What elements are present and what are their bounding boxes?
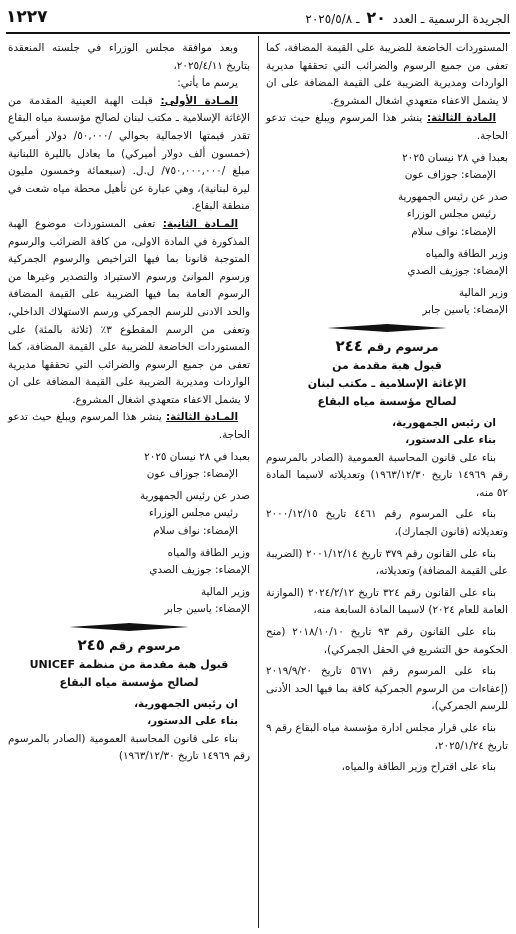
president-line: ان رئيس الجمهورية،	[392, 416, 496, 429]
decree-separator	[8, 623, 250, 631]
article-1	[8, 93, 250, 216]
signature: الإمضاء: ياسين جابر	[164, 603, 250, 616]
recital: بناء على قرار مجلس ادارة مؤسسة مياه البقاع رقم ٩ تاريخ ٢٠٢٥/١/٢٤،	[266, 722, 508, 752]
recital: بناء على اقتراح وزير الطاقة والمياه،	[341, 761, 496, 774]
issue-number: ٢٠	[366, 7, 386, 27]
article-text: ينشر هذا المرسوم ويبلغ حيث تدعو الحاجة.	[266, 112, 508, 142]
page-header	[6, 2, 510, 34]
article-label: المادة الثالثة:	[427, 112, 497, 125]
decree-number-heading	[8, 637, 250, 656]
decree-title-line: الإغاثة الإسلامية ـ مكتب لبنان	[307, 376, 467, 390]
minister-title: رئيس مجلس الوزراء	[406, 208, 496, 221]
issued-by: صدر عن رئيس الجمهورية	[397, 190, 508, 203]
constitution-line: بناء على الدستور،	[147, 715, 238, 728]
decree-title-line: قبول هبة مقدمة من منظمة UNICEF	[29, 657, 229, 671]
decree-number: ٢٤٤	[335, 336, 363, 355]
continued-paragraph: المستوردات الخاضعة للضريبة على القيمة المضافة، كما تعفى من جميع الرسوم والضرائب التي تحققها مديرية الواردات ومديرية الضريبة على القيمة المضافة على ان لا يشمل الاعفاء متعهدي اشغال المشروع.	[266, 42, 508, 107]
article-text: تعفى المستوردات موضوع الهبة المذكورة في المادة الاولى، من كافة الضرائب والرسوم المتوجبة قانونا بما فيها التراخيص والرسوم الجمركية ورسوم الموانئ ورسوم الاستيراد والتصدير وغيرها من الرسوم العامة بما فيها الضريبة على القيمة المضافة والحد الادنى للرسم الجمركي ورسم الاستهلاك الداخلي، وتعفى من الرسم المقطوع ٣٪ (ثلاثة بالمئة) على المستوردات الخاضعة للضريبة على القيمة المضافة، كما تعفى من جميع الرسوم والضرائب التي تحققها مديرية الواردات ومديرية الضريبة على القيمة المضافة على ان لا يشمل الاعفاء متعهدي اشغال المشروع.	[8, 217, 250, 406]
gazette-title	[305, 8, 510, 27]
article-text: قبلت الهبة العينية المقدمة من الإغاثة الإسلامية ـ مكتب لبنان لصالح مؤسسة مياه البقاع تقدر قيمتها الاجمالية بحوالي ‎/٥٠,٠٠٠/‎ دولار أميركي (خمسون ألف دولار أميركي) ما يعادل بالليرة اللبنانية مبلغ ‎/٧٥٠,٠٠٠,٠٠٠/‎ ل.ل. (سبعمائة وخمسون مليون ليرة لبنانية)، وهي عبارة عن تأهيل محطة مياه شعت في منطقة البقاع.	[8, 94, 250, 213]
minister-title: وزير الطاقة والمياه	[167, 546, 250, 559]
right-column	[266, 40, 508, 777]
article-label: المـادة الأولى:	[160, 94, 238, 107]
decrees-line: يرسم ما يأتي:	[177, 77, 238, 90]
decree-title-line: قبول هبة مقدمة من	[332, 358, 442, 372]
minister-title: وزير المالية	[200, 585, 250, 598]
column-divider	[258, 36, 259, 928]
signature: الإمضاء: ياسين جابر	[422, 304, 508, 317]
recital: بناء على قانون المحاسبة العمومية (الصادر بالمرسوم رقم ١٤٩٦٩ تاريخ ١٩٦٣/١٢/٣٠) وتعديلاته لاسيما المادة ٥٢ منه،	[266, 451, 509, 499]
minister-title: رئيس مجلس الوزراء	[148, 507, 238, 520]
decree-number-heading	[266, 338, 508, 357]
decree-title-line: لصالح مؤسسة مياه البقاع	[59, 675, 199, 689]
article-3	[266, 110, 508, 145]
article-label: المـادة الثانية:	[162, 217, 239, 230]
president-line: ان رئيس الجمهورية،	[134, 697, 238, 710]
issue-date: ـ ٢٠٢٥/٥/٨	[305, 11, 360, 26]
decree-label: مرسوم رقم	[367, 339, 439, 354]
signed-date: بعبدا في ٢٨ نيسان ٢٠٢٥	[402, 151, 508, 164]
page-number: ١٢٢٧	[6, 7, 48, 27]
recital: بناء على القانون رقم ٩٣ تاريخ ٢٠١٨/١٠/١٠ (منح الحكومة حق التشريع في الحقل الجمركي)،	[266, 626, 508, 656]
signature: الإمضاء: نواف سلام	[153, 525, 238, 538]
signature: الإمضاء: جوزاف عون	[404, 169, 496, 182]
minister-title: وزير الطاقة والمياه	[425, 247, 508, 260]
signature: الإمضاء: جوزاف عون	[146, 468, 238, 481]
decree-number: ٢٤٥	[77, 636, 105, 654]
constitution-line: بناء على الدستور،	[405, 434, 496, 447]
recital: بناء على المرسوم رقم ٤٤٦١ تاريخ ٢٠٠٠/١٢/١٥ وتعديلاته (قانون الجمارك)،	[266, 508, 508, 539]
article-2	[8, 216, 250, 410]
article-label: المـادة الثالثة:	[165, 411, 239, 424]
article-3	[8, 409, 250, 444]
decree-separator	[266, 324, 508, 332]
recital: بناء على القانون رقم ٣٧٩ تاريخ ٢٠٠١/١٢/١٤ (الضريبة على القيمة المضافة) وتعديلاته،	[266, 547, 508, 578]
recital: بناء على قانون المحاسبة العمومية (الصادر بالمرسوم رقم ١٤٩٦٩ تاريخ ١٩٦٣/١٢/٣٠)	[8, 732, 250, 763]
recital: بناء على القانون رقم ٣٢٤ تاريخ ٢٠٢٤/٢/١٢ (الموازنة العامة للعام ٢٠٢٤) لاسيما المادة السابعة منه،	[266, 586, 508, 617]
gazette-name: الجريدة الرسمية ـ العدد	[392, 11, 510, 26]
decree-title-line: لصالح مؤسسة مياه البقاع	[317, 394, 457, 408]
signature: الإمضاء: جوزيف الصدي	[407, 265, 508, 278]
left-column	[8, 40, 250, 766]
approval-line: وبعد موافقة مجلس الوزراء في جلسته المنعقدة بتاريخ ٢٠٢٥/٤/١١،	[8, 42, 250, 72]
decree-label: مرسوم رقم	[109, 639, 181, 653]
recital: بناء على المرسوم رقم ٥٦٧١ تاريخ ٢٠١٩/٩/٢٠ (إعفاءات من الرسوم الجمركية كافة بما فيها الحد الأدنى للرسم الجمركي)،	[266, 665, 508, 713]
article-text: ينشر هذا المرسوم ويبلغ حيث تدعو الحاجة.	[8, 411, 250, 442]
signature: الإمضاء: نواف سلام	[411, 225, 496, 238]
signed-date: بعبدا في ٢٨ نيسان ٢٠٢٥	[144, 450, 250, 463]
issued-by: صدر عن رئيس الجمهورية	[139, 489, 250, 502]
signature: الإمضاء: جوزيف الصدي	[149, 564, 250, 577]
minister-title: وزير المالية	[458, 286, 508, 299]
